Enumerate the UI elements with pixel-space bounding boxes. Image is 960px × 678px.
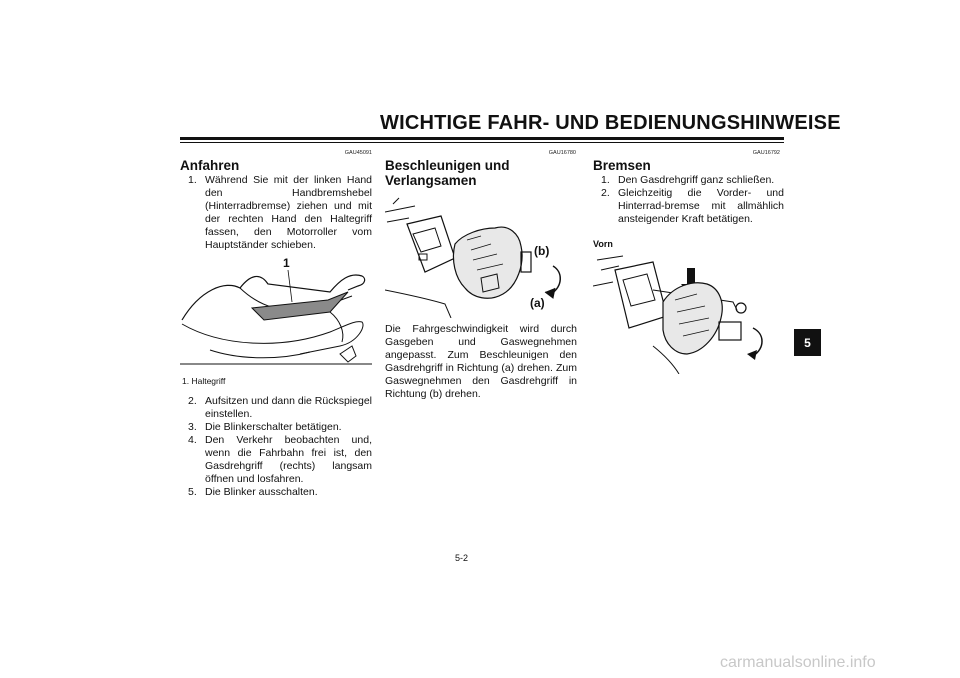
page-number: 5-2	[455, 553, 469, 563]
figure-caption: 1. Haltegriff	[182, 376, 226, 386]
section-heading-beschleunigen-line1: Beschleunigen und	[385, 158, 510, 173]
step-text: Gleichzeitig die Vorder- und Hinterrad-bremse mit allmählich ansteigender Kraft betätigen.	[618, 187, 784, 225]
scooter-seat-illustration	[180, 250, 372, 368]
step-list-brakes	[601, 174, 784, 226]
list-item	[188, 174, 372, 252]
step-text: Die Blinkerschalter betätigen.	[205, 421, 342, 433]
step-list-b	[188, 395, 372, 499]
step-number: 2.	[601, 187, 610, 199]
throttle-paragraph: Die Fahrgeschwindigkeit wird durch Gasgeben und Gaswegnehmen angepasst. Zum Beschleunigen den Gasdrehgriff in Richtung (a) drehen. Zum Gaswegnehmen den Gasdrehgriff in Richtung (b) drehen.	[385, 323, 577, 400]
section-code: GAU16780	[548, 150, 576, 156]
step-text: Den Verkehr beobachten und, wenn die Fahrbahn frei ist, den Gasdrehgriff (rechts) langsam öffnen und losfahren.	[205, 434, 372, 485]
list-item	[188, 434, 372, 486]
list-item	[188, 486, 372, 499]
chapter-tab: 5	[794, 329, 821, 356]
step-text: Den Gasdrehgriff ganz schließen.	[618, 174, 775, 186]
section-heading-bremsen: Bremsen	[593, 158, 651, 173]
list-item	[601, 174, 784, 187]
list-item	[601, 187, 784, 226]
page-header-title: WICHTIGE FAHR- UND BEDIENUNGSHINWEISE	[380, 112, 841, 134]
direction-label-a: (a)	[530, 296, 545, 310]
header-rule-thin	[180, 142, 784, 143]
header-rule-thick	[180, 137, 784, 140]
step-text: Aufsitzen und dann die Rückspiegel einstellen.	[205, 395, 372, 420]
list-item	[188, 395, 372, 421]
step-number: 2.	[188, 395, 197, 407]
direction-label-b: (b)	[534, 244, 550, 258]
step-number: 1.	[601, 174, 610, 186]
section-heading-beschleunigen-line2: Verlangsamen	[385, 173, 477, 188]
figure-callout-1: 1	[283, 256, 290, 270]
list-item	[188, 421, 372, 434]
step-number: 5.	[188, 486, 197, 498]
figure-label-vorn: Vorn	[593, 239, 613, 249]
step-text: Während Sie mit der linken Hand den Handbremshebel (Hinterradbremse) ziehen und mit der rechten Hand den Haltegriff fassen, den Motorroller vom Hauptständer schieben.	[205, 174, 372, 251]
watermark: carmanualsonline.info	[720, 654, 876, 671]
step-list-a	[188, 174, 372, 252]
step-number: 4.	[188, 434, 197, 446]
section-heading-anfahren: Anfahren	[180, 158, 240, 173]
section-code: GAU16792	[752, 150, 780, 156]
section-code: GAU45091	[344, 150, 372, 156]
step-text: Die Blinker ausschalten.	[205, 486, 318, 498]
front-brake-illustration	[593, 250, 785, 374]
step-number: 1.	[188, 174, 197, 186]
step-number: 3.	[188, 421, 197, 433]
